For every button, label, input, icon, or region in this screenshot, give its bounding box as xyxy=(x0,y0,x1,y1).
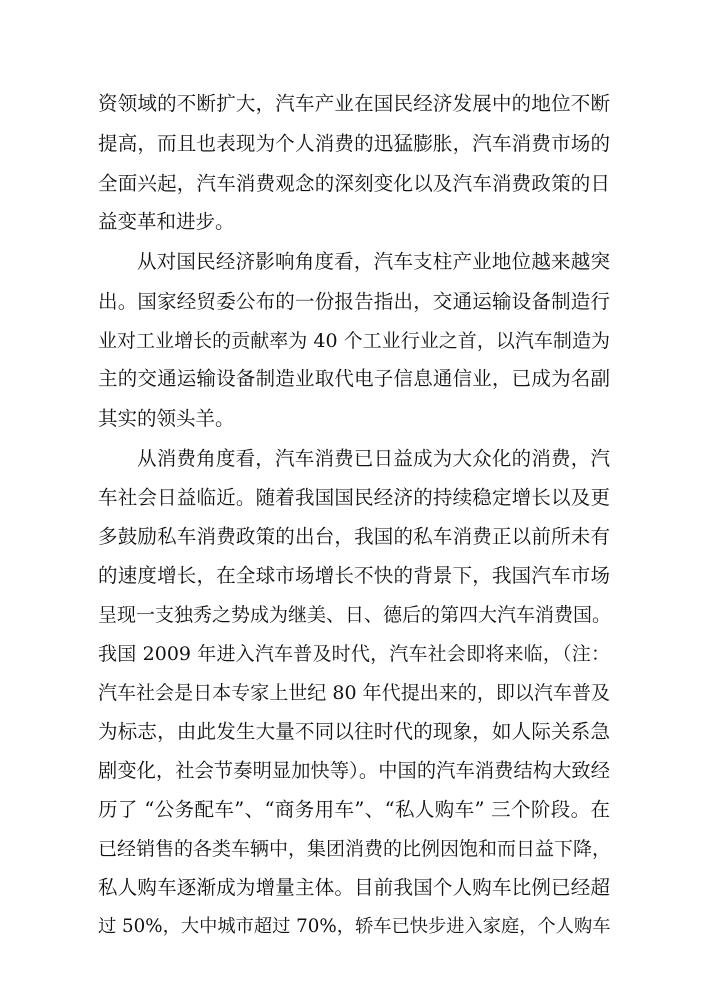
paragraph-2-line-4: 主的交通运输设备制造业取代电子信息通信业，已成为名副 xyxy=(98,367,610,390)
paragraph-3-line-1: 从消费角度看，汽车消费已日益成为大众化的消费，汽 xyxy=(137,447,610,470)
paragraph-1-line-1: 资领域的不断扩大，汽车产业在国民经济发展中的地位不断 xyxy=(98,92,610,115)
paragraph-2-line-1: 从对国民经济影响角度看，汽车支柱产业地位越来越突 xyxy=(137,250,610,273)
paragraph-2-line-2: 出。国家经贸委公布的一份报告指出，交通运输设备制造行 xyxy=(98,290,610,313)
paragraph-1-line-4: 益变革和进步。 xyxy=(98,210,235,233)
paragraph-3-line-9: 剧变化，社会节奏明显加快等）。中国的汽车消费结构大致经 xyxy=(98,759,610,782)
paragraph-3-line-7: 汽车社会是日本专家上世纪 80 年代提出来的，即以汽车普及 xyxy=(98,682,610,704)
paragraph-3-line-6: 我国 2009 年进入汽车普及时代，汽车社会即将来临，（注： xyxy=(98,643,610,665)
paragraph-1-line-2: 提高，而且也表现为个人消费的迅猛膨胀，汽车消费市场的 xyxy=(98,132,610,155)
paragraph-2-line-5: 其实的领头羊。 xyxy=(98,407,235,430)
paragraph-3-line-2: 车社会日益临近。随着我国国民经济的持续稳定增长以及更 xyxy=(98,486,610,509)
paragraph-3-line-13: 过 50%，大中城市超过 70%，轿车已快步进入家庭，个人购车 xyxy=(98,916,611,937)
paragraph-3-line-5: 呈现一支独秀之势成为继美、日、德后的第四大汽车消费国。 xyxy=(98,604,612,626)
paragraph-2-line-3: 业对工业增长的贡献率为 40 个工业行业之首，以汽车制造为 xyxy=(98,330,610,352)
paragraph-3-line-10: 历了 “公务配车”、“商务用车”、“私人购车” 三个阶段。在 xyxy=(98,798,610,821)
paragraph-3-line-11: 已经销售的各类车辆中，集团消费的比例因饱和而日益下降， xyxy=(98,838,612,860)
paragraph-3-line-4: 的速度增长，在全球市场增长不快的背景下，我国汽车市场 xyxy=(98,564,610,587)
paragraph-3-line-8: 为标志，由此发生大量不同以往时代的现象，如人际关系急 xyxy=(98,720,610,743)
paragraph-3-line-3: 多鼓励私车消费政策的出台，我国的私车消费正以前所未有 xyxy=(98,525,610,548)
paragraph-1-line-3: 全面兴起，汽车消费观念的深刻变化以及汽车消费政策的日 xyxy=(98,172,610,195)
paragraph-3-line-12: 私人购车逐渐成为增量主体。目前我国个人购车比例已经超 xyxy=(98,876,610,899)
